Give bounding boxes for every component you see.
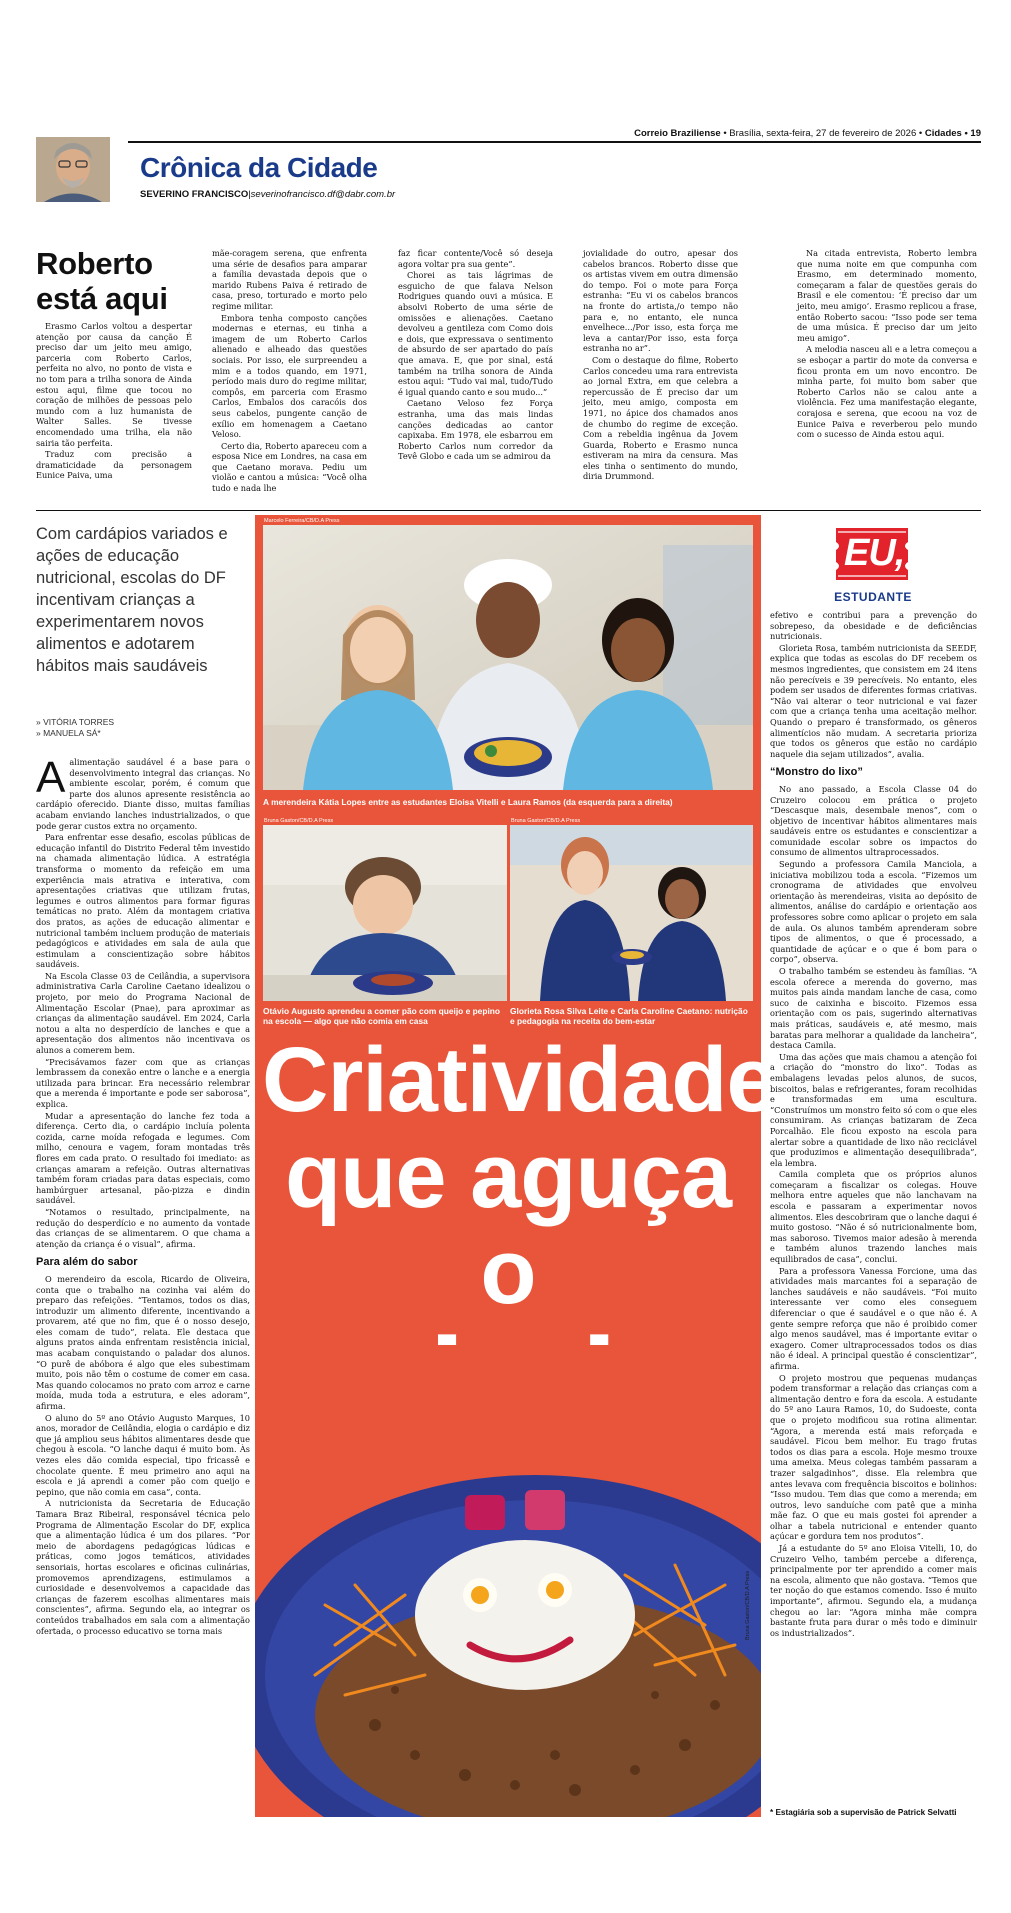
dateline: • Brasília, sexta-feira, 27 de fevereiro de 2026 •: [720, 128, 925, 139]
otavio-photo-image: [263, 825, 507, 1001]
logo-estudante-text: ESTUDANTE: [834, 590, 912, 604]
merendeira-photo-image: [263, 525, 753, 790]
header-rule: [128, 141, 981, 143]
column-bottom-rule: [36, 510, 981, 511]
column-byline: [140, 189, 395, 200]
columnist-photo: [36, 137, 110, 202]
photo-glorieta-carla: [510, 825, 753, 1001]
page-header: [634, 128, 981, 139]
feature-left-col: Aalimentação saudável é a base para o desenvolvimento integral das crianças. No ambiente escolar, porém, é comum que parte dos alunos apresente resistência ao cardápio oferecido. Diante disso, muitas famílias acabam enviando lanches industrializados, o que pode gerar custos extra no orçamento. Para enfrentar esse desafio, escolas públicas de educação infantil do Distrito Federal têm investido na chamada alimentação lúdica. A estratégia transforma o momento da refeição em uma experiência mais atrativa e interativa, com apresentações criativas que utilizam frutas, legumes e outros alimentos para formar figuras temáticas no prato. Além da montagem criativa dos pratos, as ações de educação alimentar e nutricional também incluem produção de materiais pedagógicos e atividades em sala de aula que estimulam a conscientização sobre hábitos saudáveis. Na Escola Classe 03 de Ceilândia, a supervisora administrativa Carla Caroline Caetano idealizou o projeto, por meio do Programa Nacional de Alimentação Escolar (Pnae), para aproximar as crianças da alimentação saudável. Em 2024, Carla notou a alta no desperdício de lanches e que a apresentação dos alimentos não incentivava os alunos a comerem bem. “Precisávamos fazer com que as crianças lembrassem da conexão entre o lanche e a energia utilizada para brincar. Era necessário relembrar que a merenda é importante e pode ser saborosa”, explica. Mudar a apresentação do lanche fez toda a diferença. Certo dia, o cardápio incluía polenta cozida, carne moída refogada e legumes. Com milho, cenoura e vagem, foram montadas três flores em cada prato. O resultado foi imediato: as crianças amaram a refeição. Outras alternativas também foram criadas para datas especiais, como hambúrguer artesanal, pão-pizza e dindin saudável. “Notamos o resultado, principalmente, na redução do desperdício e no aumento da vontade das crianças de se alimentarem. O que chama a atenção da criança é o visual”, afirma. Para além do sabor O merendeiro da escola, Ricardo de Oliveira, conta que o trabalho na cozinha vai além do preparo das refeições. “Tentamos, todos os dias, introduzir um alimento diferente, incentivando a provarem, até que no fim, que é o nosso desejo, eles comam de tudo”, relata. Ele destaca que alguns pratos ainda enfrentam resistência inicial, mas acabam conquistando o paladar dos alunos. “O purê de abóbora é algo que eles subestimam muito, pois não têm o costume de comer em casa. Mas quando colocamos no prato com arroz e carne moída, muda toda a estrutura, e eles adoram”, afirma. O aluno do 5º ano Otávio Augusto Marques, 10 anos, morador de Ceilândia, elogia o cardápio e diz que já ampliou seus hábitos alimentares desde que chegou à escola. “O lanche daqui é muito bom. Às vezes eles dão comida especial, tipo fricassê e chocolate quente. É meu primeiro ano aqui na escola e já aprendi a comer pão com queijo e pepino, que não comia em casa”, conta. A nutricionista da Secretaria de Educação Tamara Braz Ribeiral, responsável técnica pelo Programa de Alimentação Escolar do DF, explica que a alimentação lúdica é um dos pilares. “Por meio de abordagens pedagógicas lúdicas e práticas, como jogos temáticos, atividades sensoriais, hortas escolares e oficinas culinárias, promovemos aprendizagens, estimulamos a curiosidade e desenvolvemos a capacidade das crianças de fazerem escolhas alimentares mais conscientes”, afirma. Segundo ela, ao integrar os conteúdos trabalhados em sala com a alimentação ofertada, o processo educativo se torna mais: [36, 753, 250, 1636]
photo1-credit: Marcelo Ferreira/CB/D.A Press: [264, 518, 340, 524]
columnist-name: SEVERINO FRANCISCO: [140, 189, 249, 200]
photo3-credit: Bruna Gaston/CB/D.A Press: [511, 818, 581, 824]
photo2-credit: Bruna Gaston/CB/D.A Press: [264, 818, 334, 824]
photo4-credit: Bruna Gaston/CB/D.A Press: [745, 1570, 751, 1640]
column-text-col5: Na citada entrevista, Roberto lembra que numa noite em que compunha com Erasmo, em determinado momento, começaram a falar de questões gerais do Brasil e ele comentou: ‘É preciso dar um jeito, meu amigo’. Erasmo replicou a frase, então Roberto sacou: “Isso pode ser tema de uma música. É preciso dar um jeito meu amigo”. A melodia nasceu ali e a letra começou a se esboçar a partir do mote da conversa e ficou pronta em um novo encontro. De minha parte, foi muito bom saber que Roberto Carlos não se calou ante a violência. Fez uma manifestação elegante, corajosa e serena, que ecoou na voz de Eunice Paiva e reverberou pelo mundo com o sucesso de Ainda estou aqui.: [797, 248, 977, 440]
photo2-caption: Otávio Augusto aprendeu a comer pão com queijo e pepino na escola — algo que não comia em casa: [263, 1006, 501, 1026]
eu-estudante-logo: [832, 522, 912, 586]
feature-right-col: efetivo e contribui para a prevenção do sobrepeso, da obesidade e de deficiências nutricionais. Glorieta Rosa, também nutricionista da SEEDF, explica que todas as escolas do DF recebem os mesmos ingredientes, que consistem em 24 itens não perecíveis e 39 perecíveis. No entanto, eles podem ser usados de diferentes formas criativas. “Não vai alterar o teor nutricional e vai fazer com que a criança tenha uma aceitação melhor. Quando o preparo é transformado, os gêneros alimentícios não mudam. A secretaria prioriza que todos os gêneros que estão no cardápio naquele dia sejam utilizados”, avalia. “Monstro do lixo” No ano passado, a Escola Classe 04 do Cruzeiro colocou em prática o projeto “Descasque mais, desembale menos”, com o objetivo de incentivar hábitos alimentares mais saudáveis entre os estudantes e conscientizar a comunidade escolar sobre os impactos do consumo de alimentos ultraprocessados. Segundo a professora Camila Manciola, a iniciativa mobilizou toda a escola. “Fizemos um cronograma de atividades que envolveu orientação às merendeiras, visita ao depósito de alimentos, análise do cardápio e orientação aos professores sobre como aplicar o projeto em sala de aula. Os alunos também aprenderam sobre tipos de alimentos, o que é processado, a quantidade de açúcar e o que é bom para o corpo”, observa. O trabalho também se estendeu às famílias. “A escola oferece a merenda do governo, mas muitos pais ainda mandam lanche de casa, como suco de caixinha e biscoito. Fizemos essa orientação com os pais, sugerindo alternativas mais práticas, saudáveis e, até mesmo, mais baratas para melhorar a qualidade da lancheira”, destaca Camila. Uma das ações que mais chamou a atenção foi a criação do “monstro do lixo”. Todas as embalagens levadas pelos alunos, de sucos, biscoitos, balas e refrigerantes, foram recolhidas e transformadas em uma escultura. “Construímos um monstro feito só com o que eles consumiram. As crianças batizaram de Zeca Porcalhão. Ele ficou exposto na escola para alertar sobre a quantidade de lixo não reciclável que produzimos e alimentação desequilibrada”, ela lembra. Camila completa que os próprios alunos começaram a fiscalizar os colegas. Houve melhora entre aqueles que não lanchavam na escola e passaram a experimentar novos alimentos. Eles descobriram que o lanche daqui é muito gostoso. “Não é só nutricionalmente bom, mas saboroso. Tivemos maior adesão à merenda e também alunos trazendo lanches mais equilibrados de casa”, conclui. Para a professora Vanessa Forcione, uma das atividades mais marcantes foi a separação de lanches saudáveis e não saudáveis. “Foi muito interessante ver como eles conseguem diferenciar o que é saudável e o que não é. A gente sempre reforça que não é proibido comer algo menos saudável, mas é importante evitar o exagero. Comer ultraprocessados todos os dias não é ideal. A principal questão é conscientizar”, afirma. O projeto mostrou que pequenas mudanças podem transformar a relação das crianças com a alimentação dentro e fora da escola. A estudante do 5º ano Laura Ramos, 10, do Sudoeste, conta que o projeto modificou sua rotina alimentar. “Agora, a merenda está mais reforçada e saudável. Ficou bem melhor. Eu trago frutas todos os dias para a escola. Hoje mesmo trouxe uma ameixa. Meus colegas também passaram a trazer salgadinhos”, disse. Ela relembra que antes levava com frequência biscoitos e bolinhos: “Isso mudou. Tem dias que como a merenda; em outros, levo sanduíche com patê que a minha mãe faz. O que eu mais gostei foi aprender a olhar a tabela nutricional e entender quanto açúcar e gordura tem nos produtos”. Já a estudante do 5º ano Eloisa Vitelli, 10, do Cruzeiro Velho, também percebe a diferença, principalmente por ter aprendido a comer mais na escola, alimento que não gostava. “Temos que ter noção do que estamos comendo. Isso é muito importante”, afirmou. Segundo ela, a mudança chegou ao lar: “Agora minha mãe compra bastante fruta para durar o mês todo e diminuir os industrializados”.: [770, 610, 977, 1638]
column-text-col3: faz ficar contente/Você só deseja agora voltar pra sua gente”. Chorei as tais lágrimas de esguicho de que falava Nelson Rodrigues quando ouvi a música. E absolvi Roberto de uma série de omissões e alienações. Caetano devolveu a gentileza com Como dois e dois, que expressava o sentimento de absurdo de ser apartado do país que amava. E, que por sinal, está também na trilha sonora de Ainda estou aqui: “Tudo vai mal, tudo/Tudo é igual quando canto e sou mudo...” Caetano Veloso fez Força estranha, uma das mais lindas canções dedicadas ao cantor capixaba. Em 1978, ele esbarrou em Roberto Carlos num corredor da Tevê Globo e cada um se admirou da: [398, 248, 553, 462]
glorieta-carla-photo-image: [510, 825, 753, 1001]
column-text-col4: jovialidade do outro, apesar dos cabelos brancos. Roberto disse que os artistas vivem em outra dimensão do tempo. Foi o mote para Força estranha: “Eu vi os cabelos brancos na fronte do artista,/o tempo não para e, no entanto, ele nunca envelhece.../Por isso, esta força me leva a cantar/Por isso, esta força estranha no ar”. Com o destaque do filme, Roberto Carlos concedeu uma rara entrevista ao jornal Extra, em que celebra a repercussão de É preciso dar um jeito, meu amigo, composta em 1971, no ápice dos chamados anos de chumbo do regime de exceção. Com a rebeldia ingênua da Jovem Guarda, Roberto e Erasmo nunca estiveram na mira da censura. Mas eles tinha o sentimento do mundo, diria Drummond.: [583, 248, 738, 482]
byline-2: » MANUELA SÁ*: [36, 728, 101, 738]
columnist-email: |severinofrancisco.df@dabr.com.br: [248, 189, 396, 200]
photo3-caption: Glorieta Rosa Silva Leite e Carla Caroline Caetano: nutrição e pedagogia na receita do bem-estar: [510, 1006, 748, 1026]
page-number: • 19: [961, 128, 981, 139]
headline-line-2: que aguça o: [284, 1125, 731, 1323]
logo-eu-text: EU,: [844, 532, 905, 574]
columnist-portrait-icon: [36, 137, 110, 202]
section-name: Cidades: [924, 128, 962, 139]
feature-bylines: [36, 717, 114, 739]
column-text-col2: mãe-coragem serena, que enfrenta uma série de desafios para amparar a família devastada depois que o marido Rubens Paiva é retirado de casa, preso, torturado e morto pelo regime militar. Embora tenha composto canções modernas e eternas, eu tinha a imagem de um Roberto Carlos alienado e alheado das questões sociais. Por isso, ele surpreendeu a mim e a todos quando, em 1971, período mais duro do regime militar, compôs, em parceria com Erasmo Carlos, Embalos dos caracóis dos seus cabelos, pungente canção de exílio em homenagem a Caetano Veloso. Certo dia, Roberto apareceu com a esposa Nice em Londres, na casa em que Caetano morava. Pediu um violão e cantou a música: “Você olha tudo e nada lhe: [212, 248, 367, 494]
column-title: Crônica da Cidade: [140, 152, 378, 183]
dropcap-letter: A: [36, 753, 66, 802]
plate-photo-image: [255, 1345, 761, 1817]
newspaper-name: Correio Braziliense: [634, 128, 721, 139]
photo1-caption: A merendeira Kátia Lopes entre as estudantes Eloisa Vitelli e Laura Ramos (da esquerda para a direita): [263, 797, 673, 807]
footnote: * Estagiária sob a supervisão de Patrick Selvatti: [770, 1808, 957, 1817]
subhead-monstro-do-lixo: “Monstro do lixo”: [770, 766, 863, 779]
photo-plate: [255, 1345, 761, 1817]
headline-line-1: Criatividade: [262, 1029, 777, 1131]
feature-deck: Com cardápios variados e ações de educação nutricional, escolas do DF incentivam crianças a experimentarem novos alimentos e adotarem hábitos mais saudáveis: [36, 525, 228, 675]
photo-merendeira: [263, 525, 753, 790]
column-headline: Roberto está aqui: [36, 246, 168, 316]
byline-1: » VITÓRIA TORRES: [36, 717, 115, 727]
subhead-para-alem: Para além do sabor: [36, 1256, 138, 1269]
photo-otavio: [263, 825, 507, 1001]
column-text-col1: Erasmo Carlos voltou a despertar atenção por causa da canção É preciso dar um jeito meu amigo, parceria com Roberto Carlos, perfeita no alvo, no ponto de vista e no tom para a trilha sonora de Ainda estou aqui, filme que tocou no coração de milhões de pessoas pelo mundo com a luz humanista de Walter Salles. Se tivesse encomendado uma trilha, ela não sairia tão perfeita. Traduz com precisão a dramaticidade da personagem Eunice Paiva, uma: [36, 321, 192, 481]
